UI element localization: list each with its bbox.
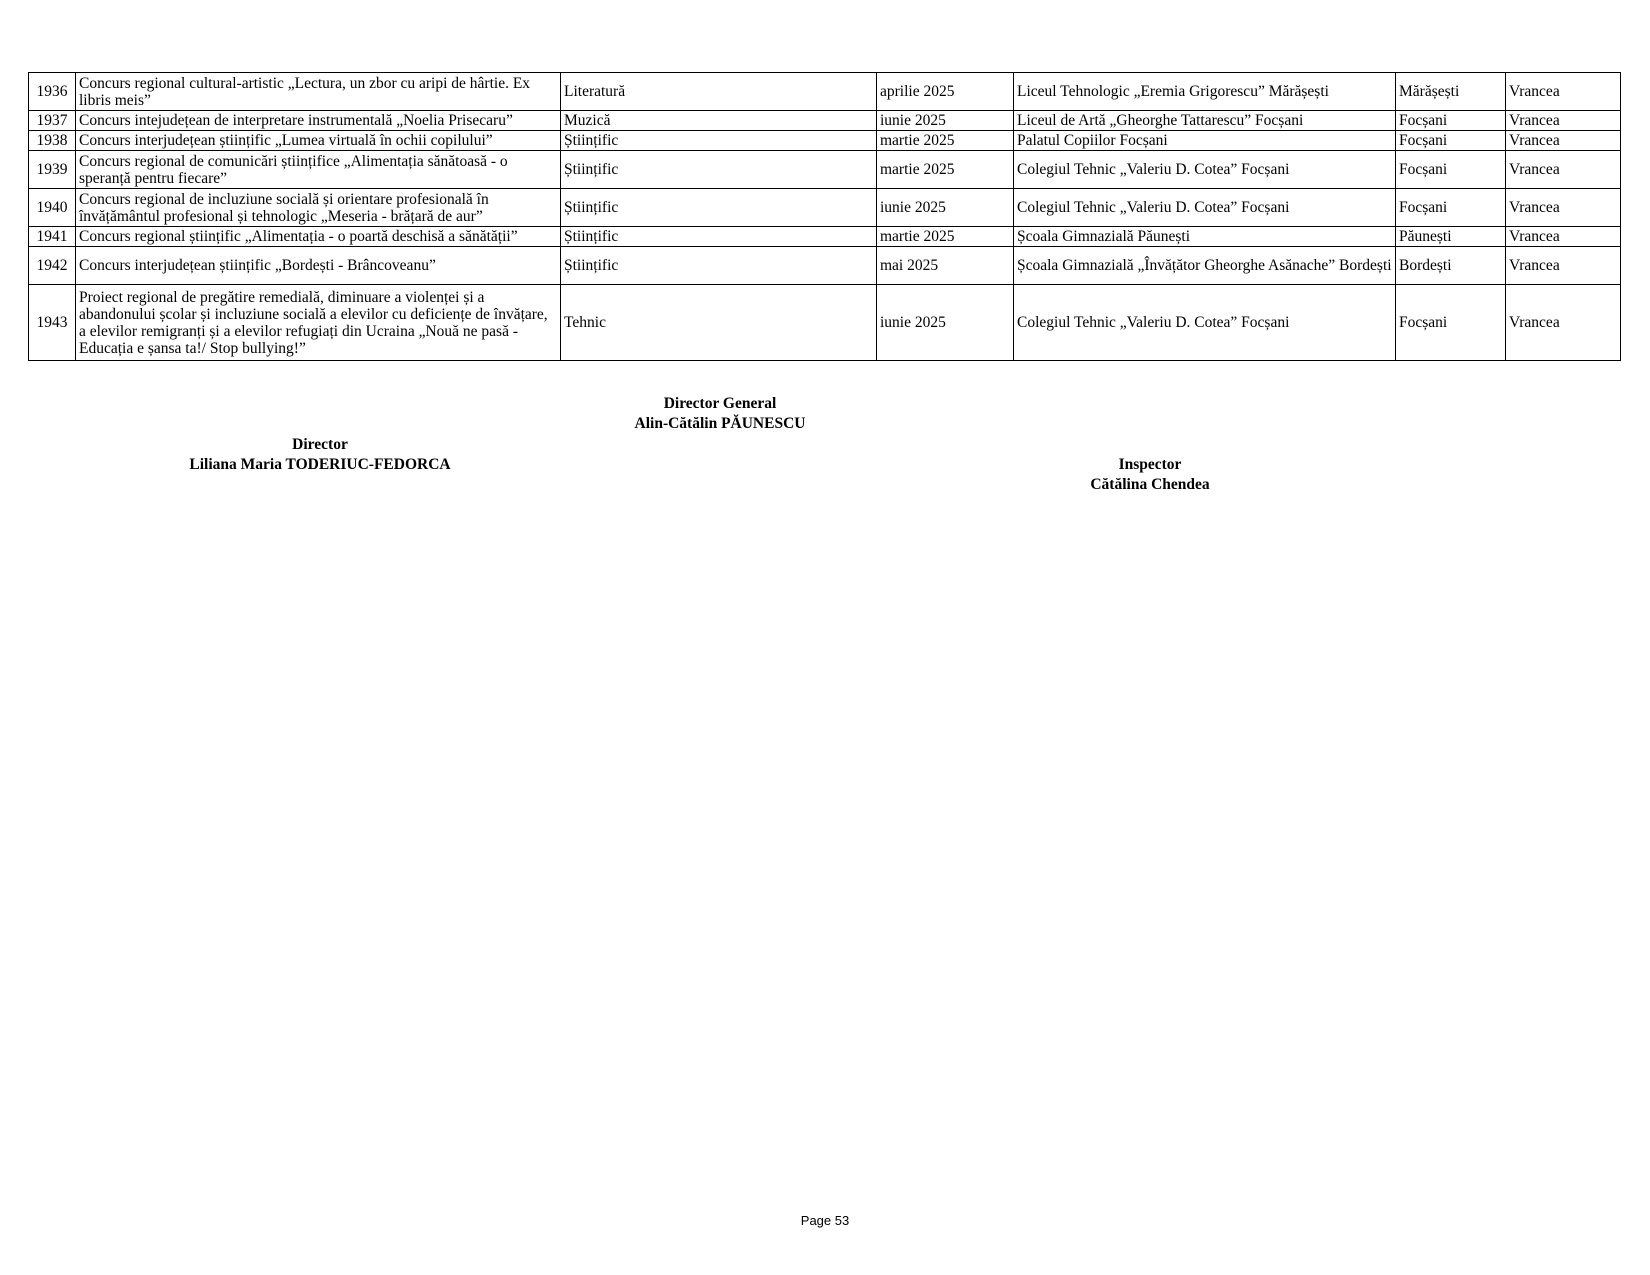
- domain-cell: Științific: [561, 151, 877, 189]
- signature-name: Cătălina Chendea: [1090, 476, 1210, 493]
- table-row: [29, 151, 1621, 189]
- locality-cell: Mărășești: [1396, 73, 1506, 111]
- county-cell: Vrancea: [1506, 247, 1621, 285]
- locality-cell: Păunești: [1396, 227, 1506, 247]
- competition-name-cell: Concurs regional de incluziune socială și orientare profesională în învățământul profesional și tehnologic „Meseria - brățară de aur”: [76, 189, 561, 227]
- institution-cell: Școala Gimnazială „Învățător Gheorghe Asănache” Bordești: [1014, 247, 1396, 285]
- institution-cell: Școala Gimnazială Păunești: [1014, 227, 1396, 247]
- locality-cell: Focșani: [1396, 131, 1506, 151]
- county-cell: Vrancea: [1506, 189, 1621, 227]
- locality-cell: Bordești: [1396, 247, 1506, 285]
- period-cell: aprilie 2025: [877, 73, 1014, 111]
- county-cell: Vrancea: [1506, 285, 1621, 361]
- period-cell: martie 2025: [877, 151, 1014, 189]
- county-cell: Vrancea: [1506, 151, 1621, 189]
- county-cell: Vrancea: [1506, 131, 1621, 151]
- table-row: [29, 227, 1621, 247]
- institution-cell: Liceul Tehnologic „Eremia Grigorescu” Mărășești: [1014, 73, 1396, 111]
- signature-inspector: [990, 455, 1310, 495]
- county-cell: Vrancea: [1506, 73, 1621, 111]
- period-cell: iunie 2025: [877, 189, 1014, 227]
- locality-cell: Focșani: [1396, 151, 1506, 189]
- domain-cell: Muzică: [561, 111, 877, 131]
- table-row: [29, 73, 1621, 111]
- table-row: [29, 111, 1621, 131]
- table-body: [29, 73, 1621, 361]
- period-cell: mai 2025: [877, 247, 1014, 285]
- institution-cell: Colegiul Tehnic „Valeriu D. Cotea” Focșani: [1014, 285, 1396, 361]
- domain-cell: Literatură: [561, 73, 877, 111]
- signature-title: Inspector: [1118, 456, 1182, 473]
- table-row: [29, 131, 1621, 151]
- row-number-cell: 1940: [29, 189, 76, 227]
- competition-name-cell: Concurs interjudețean științific „Bordești - Brâncoveanu”: [76, 247, 561, 285]
- row-number-cell: 1943: [29, 285, 76, 361]
- competition-name-cell: Proiect regional de pregătire remedială, diminuare a violenței și a abandonului școlar și incluziune socială a elevilor cu deficiențe de învățare, a elevilor remigranți și a elevilor refugiați din Ucraina „Nouă ne pasă - Educația e șansa ta!/ Stop bullying!”: [76, 285, 561, 361]
- signature-title: Director: [292, 436, 348, 453]
- period-cell: martie 2025: [877, 227, 1014, 247]
- row-number-cell: 1939: [29, 151, 76, 189]
- signature-director-general: [560, 394, 880, 434]
- competitions-table: [28, 72, 1621, 361]
- period-cell: martie 2025: [877, 131, 1014, 151]
- signature-director: [160, 435, 480, 475]
- row-number-cell: 1941: [29, 227, 76, 247]
- row-number-cell: 1936: [29, 73, 76, 111]
- institution-cell: Colegiul Tehnic „Valeriu D. Cotea” Focșani: [1014, 151, 1396, 189]
- signature-name: Liliana Maria TODERIUC-FEDORCA: [189, 456, 451, 473]
- period-cell: iunie 2025: [877, 285, 1014, 361]
- institution-cell: Colegiul Tehnic „Valeriu D. Cotea” Focșani: [1014, 189, 1396, 227]
- domain-cell: Științific: [561, 189, 877, 227]
- period-cell: iunie 2025: [877, 111, 1014, 131]
- row-number-cell: 1937: [29, 111, 76, 131]
- page-number: Page 53: [800, 1213, 850, 1228]
- competition-name-cell: Concurs regional cultural-artistic „Lectura, un zbor cu aripi de hârtie. Ex libris meis”: [76, 73, 561, 111]
- competition-name-cell: Concurs interjudețean științific „Lumea virtuală în ochii copilului”: [76, 131, 561, 151]
- row-number-cell: 1938: [29, 131, 76, 151]
- domain-cell: Științific: [561, 131, 877, 151]
- table-row: [29, 247, 1621, 285]
- domain-cell: Tehnic: [561, 285, 877, 361]
- county-cell: Vrancea: [1506, 111, 1621, 131]
- locality-cell: Focșani: [1396, 111, 1506, 131]
- domain-cell: Științific: [561, 247, 877, 285]
- institution-cell: Palatul Copiilor Focșani: [1014, 131, 1396, 151]
- county-cell: Vrancea: [1506, 227, 1621, 247]
- competition-name-cell: Concurs regional de comunicări științifice „Alimentația sănătoasă - o speranță pentru fiecare”: [76, 151, 561, 189]
- table-row: [29, 189, 1621, 227]
- institution-cell: Liceul de Artă „Gheorghe Tattarescu” Focșani: [1014, 111, 1396, 131]
- signature-title: Director General: [663, 395, 777, 412]
- table-row: [29, 285, 1621, 361]
- competition-name-cell: Concurs regional științific „Alimentația - o poartă deschisă a sănătății”: [76, 227, 561, 247]
- locality-cell: Focșani: [1396, 189, 1506, 227]
- row-number-cell: 1942: [29, 247, 76, 285]
- domain-cell: Științific: [561, 227, 877, 247]
- signature-name: Alin-Cătălin PĂUNESCU: [634, 415, 806, 432]
- locality-cell: Focșani: [1396, 285, 1506, 361]
- competition-name-cell: Concurs intejudețean de interpretare instrumentală „Noelia Prisecaru”: [76, 111, 561, 131]
